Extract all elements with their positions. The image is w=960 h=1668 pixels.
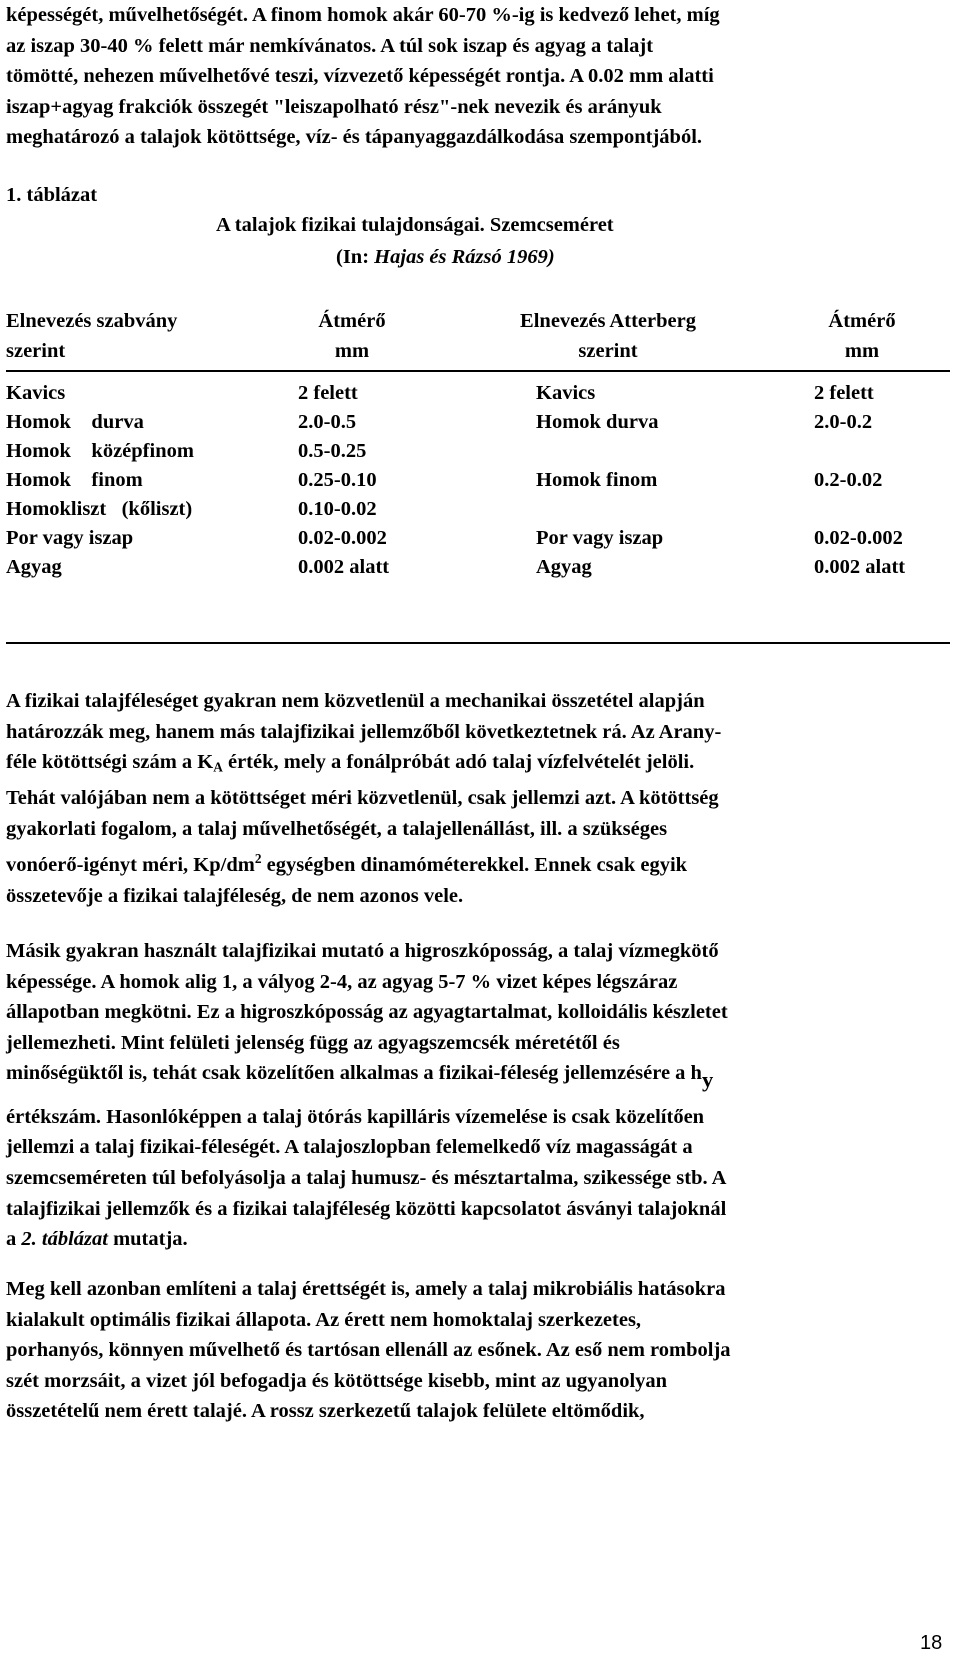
table-reference: 2. táblázat	[21, 1228, 108, 1251]
table-row	[6, 556, 950, 586]
table-row	[6, 411, 950, 441]
table-header-rule	[6, 370, 950, 372]
table-row	[6, 382, 950, 412]
table-cell: 0.002 alatt	[814, 556, 906, 578]
text-run: a	[6, 1228, 22, 1251]
text-line: Meg kell azonban említeni a talaj érettségét is, amely a talaj mikrobiális hatásokra	[6, 1278, 726, 1300]
text-run: érték, mely a fonálpróbát adó talaj vízfelvételét jelöli.	[222, 751, 695, 774]
table-source	[336, 246, 555, 269]
table-cell: 2 felett	[298, 382, 358, 404]
table-title: A talajok fizikai tulajdonságai. Szemcseméret	[216, 214, 614, 236]
table-cell: Homok durva	[536, 411, 659, 433]
table-cell: 0.2-0.02	[814, 469, 883, 491]
table-row	[6, 469, 950, 499]
text-line: Másik gyakran használt talajfizikai mutató a higroszkóposság, a talaj vízmegkötő	[6, 940, 719, 962]
header-line: Átmérő	[318, 310, 386, 332]
text-line: állapotban megkötni. Ez a higroszkóposság az agyagtartalmat, kolloidális készletet	[6, 1001, 728, 1024]
superscript: 2	[254, 851, 262, 867]
table-source-prefix: (In:	[336, 246, 375, 268]
table-header-name-standard	[6, 306, 177, 366]
table-source-citation: Hajas és Rázsó 1969)	[374, 246, 555, 268]
header-line: szerint	[6, 340, 66, 362]
text-run: mutatja.	[107, 1228, 188, 1251]
text-run: minőségüktől is, tehát csak közelítően alkalmas a fizikai-féleség jellemzésére a h	[6, 1062, 702, 1085]
text-line: porhanyós, könnyen művelhető és tartósan ellenáll az esőnek. Az eső nem rombolja	[6, 1339, 731, 1362]
table-header-diameter-atterberg	[816, 306, 908, 366]
table-cell: 0.02-0.002	[814, 527, 903, 549]
text-line: iszap+agyag frakciók összegét "leiszapolható rész"-nek nevezik és arányuk	[6, 95, 662, 118]
table-cell: Por vagy iszap	[6, 527, 134, 549]
text-line: jellemzi a talaj fizikai-féleségét. A talajoszlopban felemelkedő víz magasságát a	[6, 1136, 693, 1159]
text-line	[6, 1058, 954, 1095]
table-cell: 2.0-0.2	[814, 411, 873, 433]
header-line: Átmérő	[828, 310, 896, 332]
table-cell: Agyag	[6, 556, 62, 578]
text-line: tömötté, nehezen művelhetővé teszi, vízvezető képességét rontja. A 0.02 mm alatti	[6, 65, 714, 88]
paragraph-higroszkopossag	[6, 936, 954, 1255]
paragraph-kotottseg	[6, 686, 954, 911]
table-row	[6, 498, 950, 528]
table-cell: Homok finom	[536, 469, 658, 491]
table-cell: 0.5-0.25	[298, 440, 367, 462]
text-run: egységben dinamóméterekkel. Ennek csak egyik	[261, 854, 688, 877]
table-cell: 0.02-0.002	[298, 527, 387, 549]
text-line: az iszap 30-40 % felett már nemkívánatos. A túl sok iszap és agyag a talajt	[6, 34, 654, 57]
text-line: határozzák meg, hanem más talajfizikai jellemzőből következtetnek rá. Az Arany-	[6, 720, 722, 743]
text-line: Tehát valójában nem a kötöttséget méri közvetlenül, csak jellemzi azt. A kötöttség	[6, 787, 719, 810]
text-line	[6, 747, 954, 783]
text-line: értékszám. Hasonlóképpen a talaj ötórás kapilláris vízemelése is csak közelítően	[6, 1105, 705, 1128]
text-line	[6, 844, 954, 881]
text-line: kialakult optimális fizikai állapota. Az érett nem homoktalaj szerkezetes,	[6, 1308, 642, 1331]
text-line: összetételű nem érett talajé. A rossz szerkezetű talajok felülete eltömődik,	[6, 1400, 645, 1423]
text-line: A fizikai talajféleséget gyakran nem közvetlenül a mechanikai összetétel alapján	[6, 690, 705, 712]
page-number: 18	[920, 1632, 943, 1654]
text-line: szemcseméreten túl befolyásolja a talaj humusz- és mésztartalma, szikessége stb. A	[6, 1167, 727, 1190]
table-cell: 0.10-0.02	[298, 498, 377, 520]
table-cell: Kavics	[6, 382, 66, 404]
paragraph-erettseg	[6, 1274, 954, 1427]
header-line: mm	[334, 340, 370, 362]
text-run: féle kötöttségi szám a K	[6, 751, 214, 774]
text-line: talajfizikai jellemzők és a fizikai talajféleség közötti kapcsolatot ásványi talajoknál	[6, 1197, 727, 1220]
text-line: meghatározó a talajok kötöttsége, víz- és tápanyaggazdálkodása szempontjából.	[6, 126, 703, 149]
text-line: szét morzsáit, a vizet jól befogadja és kötöttsége kisebb, mint az ugyanolyan	[6, 1369, 668, 1392]
text-line: összetevője a fizikai talajféleség, de nem azonos vele.	[6, 884, 464, 907]
table-cell: 0.002 alatt	[298, 556, 390, 578]
text-line: jellemezheti. Mint felületi jelenség függ az agyagszemcsék méretétől és	[6, 1031, 620, 1054]
table-cell: Homok középfinom	[6, 440, 194, 462]
header-line: szerint	[578, 340, 638, 362]
header-line: Elnevezés szabvány	[6, 310, 178, 332]
table-cell: Agyag	[536, 556, 592, 578]
table-cell: 0.25-0.10	[298, 469, 377, 491]
text-line: képessége. A homok alig 1, a vályog 2-4, az agyag 5-7 % vizet képes légszáraz	[6, 970, 678, 993]
table-cell: Homokliszt (kőliszt)	[6, 498, 193, 520]
text-line	[6, 1224, 954, 1255]
header-line: mm	[844, 340, 880, 362]
table-row	[6, 527, 950, 557]
subscript: y	[701, 1067, 714, 1093]
subscript: A	[213, 759, 223, 775]
table-footer-rule	[6, 642, 950, 644]
text-line: gyakorlati fogalom, a talaj művelhetőségét, a talajellenállást, ill. a szükséges	[6, 817, 668, 840]
table-cell: Kavics	[536, 382, 596, 404]
table-cell: Homok durva	[6, 411, 144, 433]
text-line: képességét, művelhetőségét. A finom homok akár 60-70 %-ig is kedvező lehet, míg	[6, 4, 720, 26]
table-row	[6, 440, 950, 470]
table-number: 1. táblázat	[6, 184, 98, 206]
header-line: Elnevezés Atterberg	[520, 310, 696, 332]
intro-paragraph	[6, 0, 954, 153]
text-run: vonóerő-igényt méri, Kp/dm	[6, 854, 255, 877]
table-cell: Por vagy iszap	[536, 527, 664, 549]
table-header-name-atterberg	[496, 306, 720, 366]
table-cell: Homok finom	[6, 469, 143, 491]
table-header-diameter	[306, 306, 398, 366]
table-cell: 2 felett	[814, 382, 874, 404]
table-cell: 2.0-0.5	[298, 411, 357, 433]
